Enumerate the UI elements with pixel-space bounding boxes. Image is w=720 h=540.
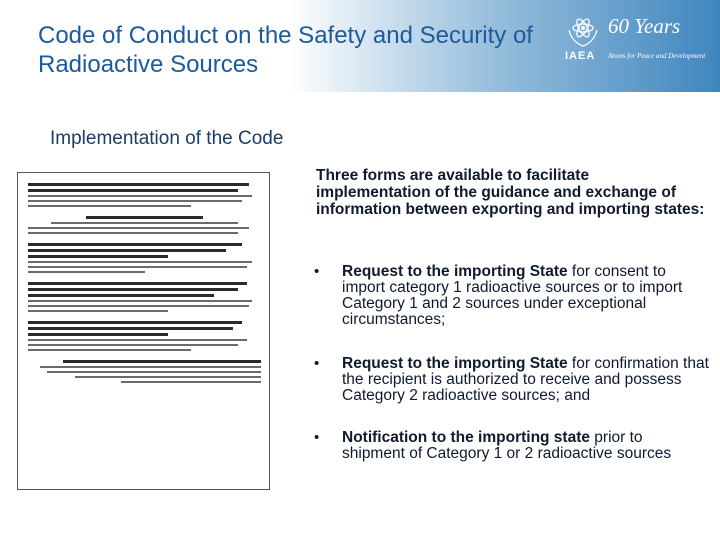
item-text: for consent to import category 1 radioactive sources or to import Category 1 and 2 sources under exceptional circumstances; bbox=[342, 263, 683, 328]
logo-abbreviation: IAEA bbox=[565, 50, 596, 62]
item-text: prior to shipment of Category 1 or 2 radioactive sources bbox=[342, 429, 672, 462]
iaea-emblem-icon bbox=[566, 12, 600, 48]
item-lead: Request to the importing State bbox=[342, 355, 568, 372]
logo-tagline: Atoms for Peace and Development bbox=[608, 52, 706, 60]
list-item bbox=[314, 356, 709, 404]
intro-paragraph: Three forms are available to facilitate implementation of the guidance and exchange of information between exporting and importing states: bbox=[316, 167, 705, 218]
iaea-logo bbox=[560, 8, 720, 68]
logo-anniversary: 60 Years bbox=[608, 14, 681, 38]
slide-title: Code of Conduct on the Safety and Security of Radioactive Sources bbox=[38, 22, 533, 78]
bullet: • bbox=[314, 355, 320, 372]
document-thumbnail bbox=[17, 172, 270, 490]
list-item bbox=[314, 264, 709, 328]
bullet: • bbox=[314, 263, 320, 280]
item-text: for confirmation that the recipient is authorized to receive and possess Category 2 radioactive sources; and bbox=[342, 355, 709, 404]
bullet: • bbox=[314, 429, 320, 446]
slide-subtitle: Implementation of the Code bbox=[50, 128, 284, 149]
document-thumbnail-text bbox=[28, 183, 261, 453]
list-item bbox=[314, 430, 709, 462]
item-lead: Notification to the importing state bbox=[342, 429, 590, 446]
item-lead: Request to the importing State bbox=[342, 263, 568, 280]
forms-list bbox=[314, 264, 709, 462]
